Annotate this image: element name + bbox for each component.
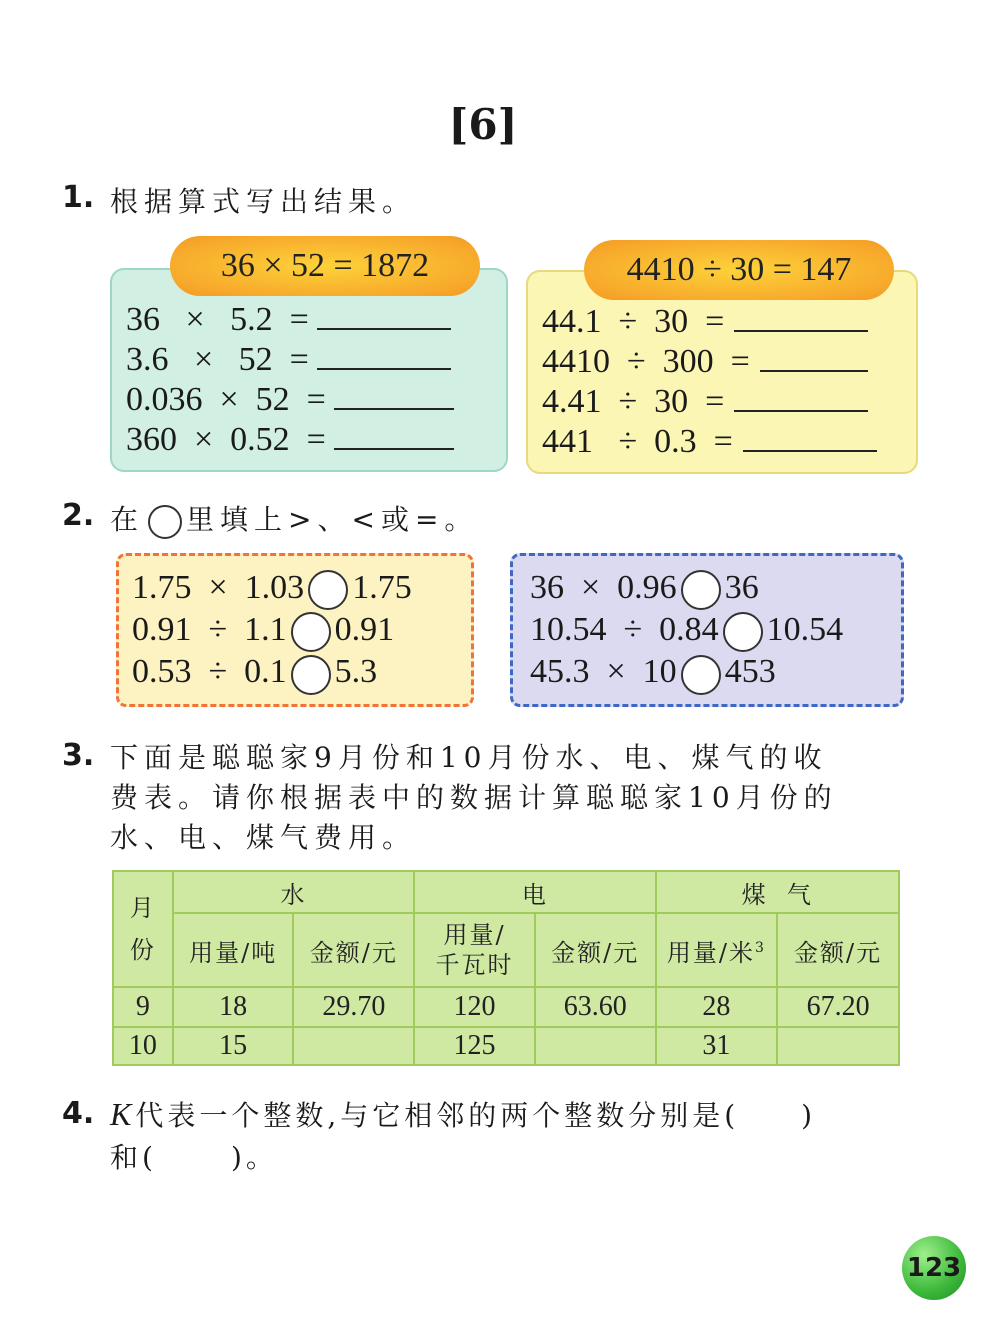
compare-circle[interactable] xyxy=(291,655,331,695)
question-1-number: 1. xyxy=(62,180,95,215)
table-cell: 28 xyxy=(656,987,778,1027)
table-row xyxy=(113,987,899,1027)
page-number-badge: 123 xyxy=(902,1236,966,1300)
equation-text: 4410 ÷ 300 = xyxy=(542,343,750,380)
table-cell: 29.70 xyxy=(293,987,414,1027)
water-amount-header: 金额/元 xyxy=(293,913,414,987)
compare-expression: 0.91 ÷ 1.1 xyxy=(132,611,287,649)
table-subheader-row xyxy=(113,913,899,987)
q2-left-items xyxy=(132,568,412,695)
compare-value: 10.54 xyxy=(766,611,844,649)
question-1-text: 根据算式写出结果。 xyxy=(110,185,417,218)
water-header: 水 xyxy=(173,871,414,913)
compare-value: 453 xyxy=(724,653,776,691)
compare-circle[interactable] xyxy=(308,570,348,610)
q3-text-line: 费表。请你根据表中的数据计算聪聪家10月份的 xyxy=(110,781,838,814)
table-cell: 67.20 xyxy=(777,987,899,1027)
q1-left-row xyxy=(126,300,454,340)
answer-blank[interactable] xyxy=(334,447,454,450)
gas-header: 煤 气 xyxy=(656,871,899,913)
compare-row xyxy=(132,568,412,610)
equation-text: 4.41 ÷ 30 = xyxy=(542,383,725,420)
electricity-header: 电 xyxy=(414,871,655,913)
table-cell-blank[interactable] xyxy=(293,1027,414,1065)
compare-circle[interactable] xyxy=(723,612,763,652)
month-header-line: 月 xyxy=(129,894,156,922)
compare-row xyxy=(530,568,843,610)
compare-expression: 0.53 ÷ 0.1 xyxy=(132,653,287,691)
table-cell: 15 xyxy=(173,1027,294,1065)
compare-value: 36 xyxy=(724,569,759,606)
table-cell: 18 xyxy=(173,987,294,1027)
question-4-number: 4. xyxy=(62,1096,95,1131)
compare-row xyxy=(132,652,412,694)
compare-circle[interactable] xyxy=(291,612,331,652)
q3-text-line: 下面是聪聪家9月份和10月份水、电、煤气的收 xyxy=(110,741,828,774)
table-cell-blank[interactable] xyxy=(777,1027,899,1065)
compare-value: 0.91 xyxy=(334,611,395,649)
q4-text: )。 xyxy=(230,1141,278,1174)
q1-right-given: 4410 ÷ 30 = 147 xyxy=(584,240,894,300)
gas-usage-header xyxy=(656,913,778,987)
q1-right-row xyxy=(542,302,877,342)
q1-left-row xyxy=(126,340,454,380)
compare-expression: 36 × 0.96 xyxy=(530,569,677,606)
header-line: 千瓦时 xyxy=(435,951,514,979)
answer-blank[interactable] xyxy=(734,409,868,412)
q4-text: 和( xyxy=(110,1141,157,1174)
question-2-text xyxy=(110,498,478,539)
header-text: 用量/米 xyxy=(666,938,755,967)
question-2-number: 2. xyxy=(62,498,95,533)
superscript: 3 xyxy=(754,939,766,956)
answer-blank[interactable] xyxy=(743,449,877,452)
compare-expression: 1.75 × 1.03 xyxy=(132,569,305,606)
answer-blank[interactable] xyxy=(317,327,451,330)
table-cell: 63.60 xyxy=(535,987,656,1027)
equation-text: 441 ÷ 0.3 = xyxy=(542,423,733,460)
table-row xyxy=(113,1027,899,1065)
electricity-amount-header: 金额/元 xyxy=(535,913,656,987)
compare-expression: 10.54 ÷ 0.84 xyxy=(530,611,719,649)
answer-blank[interactable] xyxy=(334,407,454,410)
q4-text: 代表一个整数,与它相邻的两个整数分别是( xyxy=(135,1099,740,1132)
q1-left-given: 36 × 52 = 1872 xyxy=(170,236,480,296)
table-cell: 9 xyxy=(113,987,173,1027)
compare-circle[interactable] xyxy=(681,570,721,610)
q1-right-row xyxy=(542,342,877,382)
equation-text: 3.6 × 52 = xyxy=(126,341,309,378)
q1-left-row xyxy=(126,420,454,460)
month-header-line: 份 xyxy=(129,936,156,964)
question-4-line-2 xyxy=(110,1136,278,1176)
answer-blank[interactable] xyxy=(734,329,868,332)
question-3-number: 3. xyxy=(62,738,95,773)
gas-amount-header: 金额/元 xyxy=(777,913,899,987)
answer-blank[interactable] xyxy=(760,369,868,372)
table-cell: 31 xyxy=(656,1027,778,1065)
table-cell: 120 xyxy=(414,987,535,1027)
electricity-usage-header xyxy=(414,913,535,987)
header-line: 用量/ xyxy=(443,921,506,949)
table-cell: 125 xyxy=(414,1027,535,1065)
page-title: [6] xyxy=(448,100,518,149)
compare-row xyxy=(530,652,843,694)
fee-table xyxy=(112,870,900,1066)
compare-value: 5.3 xyxy=(334,653,378,691)
q2-text-suffix: 里填上>、<或=。 xyxy=(186,503,479,536)
circle-icon xyxy=(148,505,182,539)
equation-text: 36 × 5.2 = xyxy=(126,301,309,338)
q1-left-row xyxy=(126,380,454,420)
equation-text: 0.036 × 52 = xyxy=(126,381,326,418)
equation-text: 360 × 0.52 = xyxy=(126,421,326,458)
question-4-line-1 xyxy=(110,1094,910,1134)
answer-blank[interactable] xyxy=(317,367,451,370)
compare-expression: 45.3 × 10 xyxy=(530,653,677,691)
k-variable: K xyxy=(110,1096,136,1132)
q1-right-row xyxy=(542,382,877,422)
equation-text: 44.1 ÷ 30 = xyxy=(542,303,725,340)
q1-right-row xyxy=(542,422,877,462)
q1-right-equations xyxy=(542,302,877,462)
compare-row xyxy=(132,610,412,652)
q2-right-items xyxy=(530,568,843,695)
water-usage-header: 用量/吨 xyxy=(173,913,294,987)
q2-text-prefix: 在 xyxy=(110,503,145,536)
table-cell: 10 xyxy=(113,1027,173,1065)
month-header xyxy=(113,871,173,987)
question-3-text xyxy=(110,738,910,858)
table-header-row xyxy=(113,871,899,913)
q4-paren: ) xyxy=(801,1099,817,1132)
q3-text-line: 水、电、煤气费用。 xyxy=(110,821,417,854)
compare-circle[interactable] xyxy=(681,655,721,695)
compare-row xyxy=(530,610,843,652)
table-cell-blank[interactable] xyxy=(535,1027,656,1065)
compare-value: 1.75 xyxy=(352,569,412,606)
q1-left-equations xyxy=(126,300,454,460)
